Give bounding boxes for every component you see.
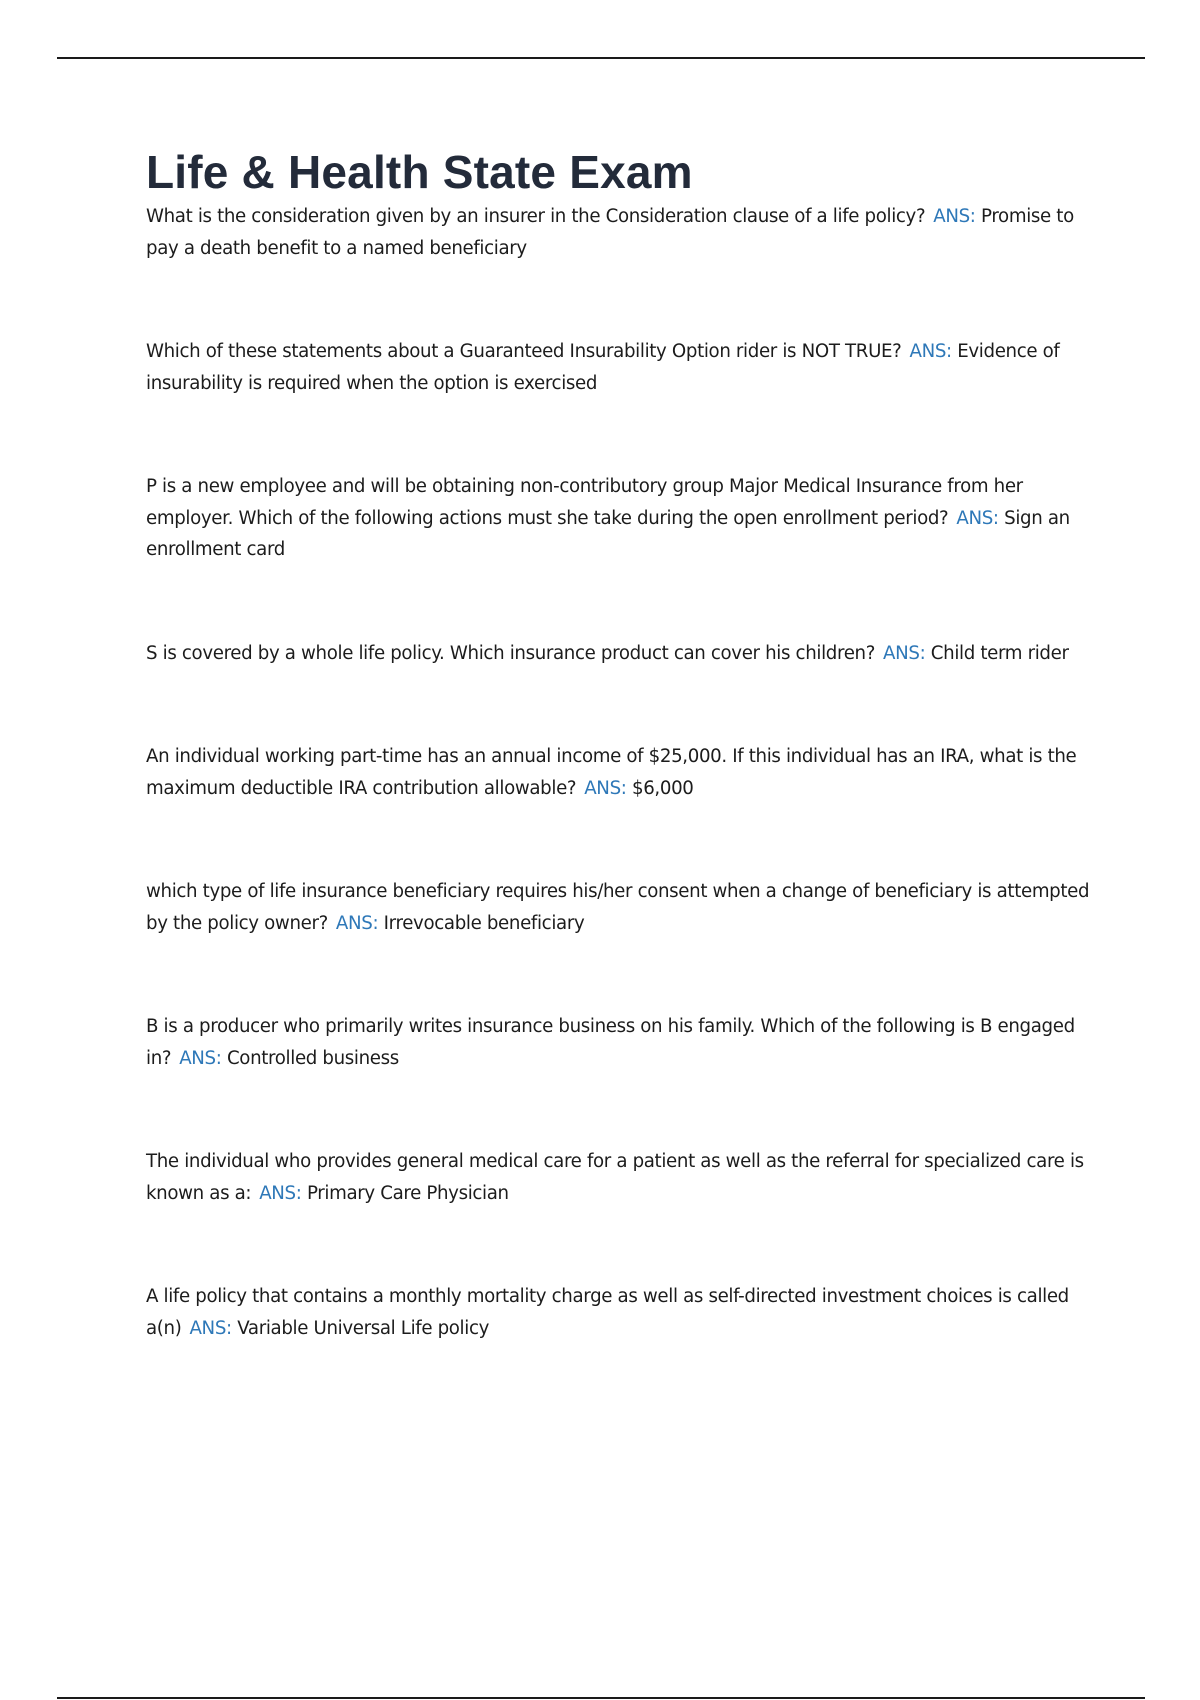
qa-item [146, 201, 1096, 264]
bottom-rule [57, 1697, 1145, 1699]
answer-label: ANS: [956, 507, 999, 529]
answer-text: Variable Universal Life policy [237, 1317, 490, 1339]
answer-label: ANS: [179, 1047, 222, 1069]
qa-item [146, 741, 1096, 804]
document-body [146, 143, 1096, 1344]
top-rule [57, 57, 1145, 59]
question-text: The individual who provides general medical care for a patient as well as the referral for specialized care is known as a: [146, 1151, 1084, 1204]
question-text: P is a new employee and will be obtaining non-contributory group Major Medical Insurance from her employer. Which of the following actions must she take during the open enrollment period? [146, 476, 1023, 529]
question-text: B is a producer who primarily writes insurance business on his family. Which of the following is B engaged in? [146, 1016, 1075, 1069]
answer-label: ANS: [933, 206, 976, 227]
answer-label: ANS: [335, 912, 379, 934]
answer-text: Promise to pay a death benefit to a named beneficiary [146, 206, 1074, 259]
qa-item [146, 1281, 1096, 1344]
answer-text: Controlled business [226, 1047, 399, 1069]
answer-label: ANS: [259, 1182, 302, 1204]
answer-text: Sign an enrollment card [146, 507, 1070, 560]
qa-item [146, 471, 1096, 566]
answer-text: Evidence of insurability is required when the option is exercised [146, 341, 1060, 394]
document-title: Life & Health State Exam [146, 146, 693, 198]
question-text: which type of life insurance beneficiary requires his/her consent when a change of beneficiary is attempted by the policy owner? [146, 881, 1090, 934]
question-text: A life policy that contains a monthly mortality charge as well as self-directed investment choices is called a(n) [146, 1286, 1069, 1339]
qa-item [146, 336, 1096, 399]
answer-text: Child term rider [930, 642, 1069, 664]
question-text: An individual working part-time has an annual income of $25,000. If this individual has an IRA, what is the maximum deductible IRA contribution allowable? [146, 746, 1077, 799]
answer-text: Irrevocable beneficiary [383, 912, 585, 934]
answer-text: $6,000 [631, 777, 694, 799]
qa-item [146, 1011, 1096, 1074]
qa-item [146, 638, 1096, 670]
answer-label: ANS: [189, 1317, 232, 1339]
question-text: S is covered by a whole life policy. Which insurance product can cover his children? [146, 642, 876, 664]
answer-text: Primary Care Physician [306, 1182, 509, 1204]
qa-item [146, 876, 1096, 939]
answer-label: ANS: [584, 777, 627, 799]
question-text: What is the consideration given by an insurer in the Consideration clause of a life policy? [146, 206, 926, 227]
qa-item [146, 1146, 1096, 1209]
question-text: Which of these statements about a Guaranteed Insurability Option rider is NOT TRUE? [146, 341, 902, 362]
answer-label: ANS: [883, 642, 926, 664]
answer-label: ANS: [909, 341, 952, 362]
